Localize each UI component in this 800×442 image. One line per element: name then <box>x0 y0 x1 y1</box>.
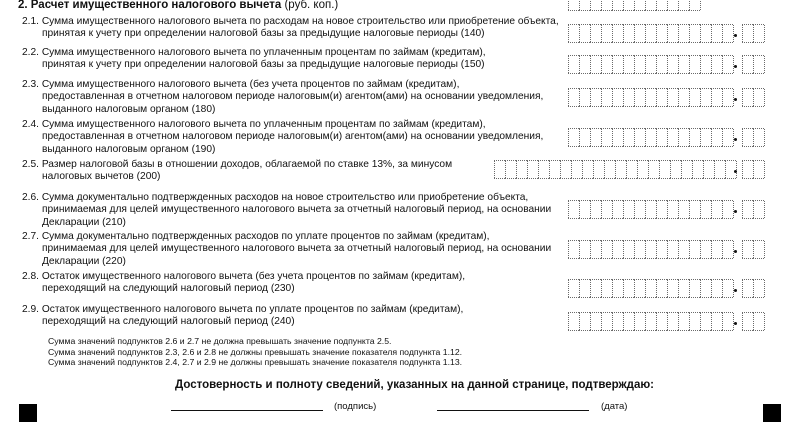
digit-cell[interactable] <box>678 55 689 74</box>
digit-cell[interactable] <box>623 240 634 259</box>
digit-cell[interactable] <box>714 160 725 179</box>
section-title-text: 2. Расчет имущественного налогового вычета <box>18 0 282 11</box>
item-line: 2.7. Сумма документально подтвержденных расходов по уплате процентов по займам (кредитам), <box>22 231 490 242</box>
digit-cell[interactable] <box>623 55 634 74</box>
note-line: Сумма значений подпунктов 2.3, 2.6 и 2.8 не должны превышать значение показателя подпункта 1.12. <box>48 346 463 357</box>
amount-field-kopecks[interactable] <box>742 160 764 179</box>
digit-cell[interactable] <box>516 160 527 179</box>
digit-cell[interactable] <box>753 312 764 331</box>
date-line[interactable] <box>437 410 589 411</box>
amount-field-kopecks[interactable] <box>742 128 764 147</box>
digit-cell[interactable] <box>590 24 601 43</box>
digit-cell[interactable] <box>568 240 579 259</box>
amount-field-rubles[interactable] <box>568 279 733 298</box>
digit-cell[interactable] <box>623 279 634 298</box>
amount-field-rubles[interactable] <box>568 200 733 219</box>
digit-cell[interactable] <box>656 279 667 298</box>
digit-cell[interactable] <box>634 88 645 107</box>
item-line: принимаемая для целей имущественного налогового вычета за отчетный налоговый период, на основании <box>42 204 552 216</box>
digit-cell[interactable] <box>678 200 689 219</box>
digit-cell[interactable] <box>579 24 590 43</box>
signature-line[interactable] <box>171 410 323 411</box>
digit-cell[interactable] <box>634 200 645 219</box>
digit-cell[interactable] <box>645 88 656 107</box>
digit-cell[interactable] <box>753 279 764 298</box>
digit-cell[interactable] <box>678 240 689 259</box>
digit-cell[interactable] <box>656 128 667 147</box>
digit-cell[interactable] <box>656 24 667 43</box>
digit-cell[interactable] <box>742 279 753 298</box>
digit-cell[interactable] <box>689 312 700 331</box>
digit-cell[interactable] <box>681 160 692 179</box>
digit-cell[interactable] <box>711 240 722 259</box>
signature-caption: (подпись) <box>334 401 377 412</box>
amount-field-kopecks[interactable] <box>742 55 764 74</box>
digit-cell[interactable] <box>612 128 623 147</box>
digit-cell[interactable] <box>582 160 593 179</box>
digit-cell[interactable] <box>612 279 623 298</box>
item-2-1 <box>22 16 559 41</box>
digit-cell[interactable] <box>601 55 612 74</box>
item-line: принимаемая для целей имущественного налогового вычета за отчетный налоговый период, на основании <box>42 243 552 255</box>
decimal-dot <box>734 289 737 292</box>
amount-field-kopecks[interactable] <box>742 24 764 43</box>
digit-cell[interactable] <box>667 88 678 107</box>
digit-cell[interactable] <box>645 128 656 147</box>
digit-cell[interactable] <box>571 160 582 179</box>
digit-cell[interactable] <box>568 88 579 107</box>
digit-cell[interactable] <box>623 312 634 331</box>
digit-cell[interactable] <box>656 200 667 219</box>
item-line: Декларации (210) <box>42 216 126 228</box>
digit-cell[interactable] <box>722 128 733 147</box>
digit-cell[interactable] <box>505 160 516 179</box>
digit-cell[interactable] <box>645 24 656 43</box>
digit-cell[interactable] <box>689 128 700 147</box>
digit-cell[interactable] <box>590 200 601 219</box>
digit-cell[interactable] <box>742 200 753 219</box>
item-2-6 <box>22 192 551 229</box>
amount-field-rubles[interactable] <box>568 24 733 43</box>
digit-cell[interactable] <box>689 55 700 74</box>
corner-marker-right <box>763 404 781 422</box>
digit-cell[interactable] <box>645 200 656 219</box>
digit-cell[interactable] <box>612 200 623 219</box>
digit-cell[interactable] <box>579 128 590 147</box>
digit-cell[interactable] <box>593 160 604 179</box>
digit-cell[interactable] <box>623 200 634 219</box>
amount-field-rubles[interactable] <box>568 88 733 107</box>
cell-row <box>742 88 764 107</box>
digit-cell[interactable] <box>568 24 579 43</box>
item-line: выданного налоговым органом (180) <box>42 103 216 115</box>
digit-cell[interactable] <box>742 312 753 331</box>
digit-cell[interactable] <box>711 24 722 43</box>
cell-row <box>742 279 764 298</box>
digit-cell[interactable] <box>753 24 764 43</box>
digit-cell[interactable] <box>656 312 667 331</box>
digit-cell[interactable] <box>656 240 667 259</box>
decimal-dot <box>734 170 737 173</box>
item-2-9 <box>22 304 463 329</box>
digit-cell[interactable] <box>494 160 505 179</box>
item-line: 2.2. Сумма имущественного налогового вычета по уплаченным процентам по займам (кредитам), <box>22 47 486 58</box>
cell-row <box>742 160 764 179</box>
digit-cell[interactable] <box>722 312 733 331</box>
note-line: Сумма значений подпунктов 2.6 и 2.7 не должна превышать значение подпункта 2.5. <box>48 336 392 346</box>
digit-cell[interactable] <box>612 88 623 107</box>
digit-cell[interactable] <box>634 240 645 259</box>
amount-field-rubles[interactable] <box>568 55 733 74</box>
digit-cell[interactable] <box>601 200 612 219</box>
digit-cell[interactable] <box>590 128 601 147</box>
digit-cell[interactable] <box>689 24 700 43</box>
digit-cell[interactable] <box>753 55 764 74</box>
item-line: предоставленная в отчетном налоговом периоде налоговым(и) агентом(ами) на основании уведомления, <box>42 91 544 103</box>
digit-cell[interactable] <box>549 160 560 179</box>
digit-cell[interactable] <box>579 200 590 219</box>
item-2-2 <box>22 47 486 72</box>
digit-cell[interactable] <box>612 0 623 11</box>
item-2-5 <box>22 159 452 184</box>
digit-cell[interactable] <box>722 88 733 107</box>
digit-cell[interactable] <box>742 88 753 107</box>
header-cells <box>568 0 700 11</box>
note-line: Сумма значений подпунктов 2.4, 2.7 и 2.9 не должны превышать значение показателя подпункта 1.13. <box>48 357 463 367</box>
digit-cell[interactable] <box>579 88 590 107</box>
digit-cell[interactable] <box>634 0 645 11</box>
amount-field-kopecks[interactable] <box>742 200 764 219</box>
cell-row <box>568 312 733 331</box>
digit-cell[interactable] <box>742 24 753 43</box>
cell-row <box>568 55 733 74</box>
digit-cell[interactable] <box>615 160 626 179</box>
decimal-dot <box>734 34 737 37</box>
digit-cell[interactable] <box>634 24 645 43</box>
cell-row <box>742 312 764 331</box>
digit-cell[interactable] <box>711 128 722 147</box>
cell-row <box>568 24 733 43</box>
digit-cell[interactable] <box>678 0 689 11</box>
digit-cell[interactable] <box>590 279 601 298</box>
item-2-7 <box>22 231 551 268</box>
digit-cell[interactable] <box>568 279 579 298</box>
digit-cell[interactable] <box>700 312 711 331</box>
item-line: переходящий на следующий налоговый период (240) <box>42 316 295 328</box>
digit-cell[interactable] <box>645 240 656 259</box>
amount-field-kopecks[interactable] <box>742 88 764 107</box>
digit-cell[interactable] <box>711 279 722 298</box>
decimal-dot <box>734 138 737 141</box>
item-line: 2.4. Сумма имущественного налогового вычета по уплаченным процентам по займам (кредитам), <box>22 119 486 130</box>
cell-row <box>742 240 764 259</box>
item-line: налоговых вычетов (200) <box>42 171 161 183</box>
digit-cell[interactable] <box>634 312 645 331</box>
digit-cell[interactable] <box>742 55 753 74</box>
digit-cell[interactable] <box>689 240 700 259</box>
digit-cell[interactable] <box>722 24 733 43</box>
digit-cell[interactable] <box>722 279 733 298</box>
digit-cell[interactable] <box>656 0 667 11</box>
digit-cell[interactable] <box>656 88 667 107</box>
item-line: 2.3. Сумма имущественного налогового вычета (без учета процентов по займам (кредитам), <box>22 79 460 90</box>
digit-cell[interactable] <box>601 88 612 107</box>
digit-cell[interactable] <box>623 24 634 43</box>
digit-cell[interactable] <box>711 88 722 107</box>
date-caption: (дата) <box>601 401 628 412</box>
digit-cell[interactable] <box>670 160 681 179</box>
cell-row <box>742 200 764 219</box>
digit-cell[interactable] <box>678 88 689 107</box>
digit-cell[interactable] <box>568 55 579 74</box>
item-line: 2.8. Остаток имущественного налогового вычета (без учета процентов по займам (кредитам), <box>22 271 466 282</box>
digit-cell[interactable] <box>753 240 764 259</box>
cell-row <box>568 0 700 11</box>
digit-cell[interactable] <box>667 200 678 219</box>
digit-cell[interactable] <box>579 240 590 259</box>
item-line: 2.1. Сумма имущественного налогового вычета по расходам на новое строительство или приобретение объекта, <box>22 16 559 27</box>
digit-cell[interactable] <box>722 55 733 74</box>
digit-cell[interactable] <box>612 55 623 74</box>
digit-cell[interactable] <box>568 200 579 219</box>
digit-cell[interactable] <box>667 24 678 43</box>
digit-cell[interactable] <box>645 312 656 331</box>
item-line: переходящий на следующий налоговый период (230) <box>42 283 295 295</box>
amount-field-rubles[interactable] <box>568 240 733 259</box>
digit-cell[interactable] <box>601 240 612 259</box>
section-unit: (руб. коп.) <box>284 0 339 11</box>
item-line: 2.5. Размер налоговой базы в отношении доходов, облагаемой по ставке 13%, за минусом <box>22 159 453 170</box>
digit-cell[interactable] <box>568 312 579 331</box>
digit-cell[interactable] <box>623 128 634 147</box>
amount-field-rubles[interactable] <box>568 128 733 147</box>
digit-cell[interactable] <box>667 128 678 147</box>
amount-field-kopecks[interactable] <box>742 240 764 259</box>
digit-cell[interactable] <box>590 0 601 11</box>
digit-cell[interactable] <box>601 128 612 147</box>
digit-cell[interactable] <box>612 240 623 259</box>
digit-cell[interactable] <box>678 279 689 298</box>
digit-cell[interactable] <box>667 0 678 11</box>
digit-cell[interactable] <box>579 55 590 74</box>
digit-cell[interactable] <box>700 24 711 43</box>
digit-cell[interactable] <box>568 0 579 11</box>
cell-row <box>742 128 764 147</box>
digit-cell[interactable] <box>689 200 700 219</box>
item-line: предоставленная в отчетном налоговом периоде налоговым(и) агентом(ами) на основании уведомления, <box>42 131 544 143</box>
digit-cell[interactable] <box>579 312 590 331</box>
digit-cell[interactable] <box>645 55 656 74</box>
digit-cell[interactable] <box>667 55 678 74</box>
digit-cell[interactable] <box>700 200 711 219</box>
item-2-8 <box>22 271 465 296</box>
digit-cell[interactable] <box>711 200 722 219</box>
digit-cell[interactable] <box>645 0 656 11</box>
amount-field-kopecks[interactable] <box>742 312 764 331</box>
digit-cell[interactable] <box>612 24 623 43</box>
digit-cell[interactable] <box>648 160 659 179</box>
digit-cell[interactable] <box>667 279 678 298</box>
item-line: выданного налоговым органом (190) <box>42 143 216 155</box>
digit-cell[interactable] <box>753 160 764 179</box>
digit-cell[interactable] <box>703 160 714 179</box>
digit-cell[interactable] <box>678 312 689 331</box>
digit-cell[interactable] <box>637 160 648 179</box>
corner-marker-left <box>19 404 37 422</box>
digit-cell[interactable] <box>604 160 615 179</box>
digit-cell[interactable] <box>753 200 764 219</box>
digit-cell[interactable] <box>753 128 764 147</box>
digit-cell[interactable] <box>667 312 678 331</box>
digit-cell[interactable] <box>527 160 538 179</box>
digit-cell[interactable] <box>722 200 733 219</box>
digit-cell[interactable] <box>689 0 700 11</box>
digit-cell[interactable] <box>656 55 667 74</box>
digit-cell[interactable] <box>742 128 753 147</box>
decimal-dot <box>734 250 737 253</box>
notes <box>48 336 462 368</box>
digit-cell[interactable] <box>590 240 601 259</box>
cell-row <box>742 55 764 74</box>
item-line: 2.9. Остаток имущественного налогового вычета по уплате процентов по займам (кредитам), <box>22 304 464 315</box>
digit-cell[interactable] <box>601 312 612 331</box>
digit-cell[interactable] <box>678 24 689 43</box>
digit-cell[interactable] <box>742 240 753 259</box>
digit-cell[interactable] <box>678 128 689 147</box>
digit-cell[interactable] <box>711 312 722 331</box>
cell-row <box>568 279 733 298</box>
item-line: принятая к учету при определении налоговой базы за предыдущие налоговые периоды (140) <box>42 28 485 40</box>
digit-cell[interactable] <box>700 88 711 107</box>
amount-field-rubles[interactable] <box>568 312 733 331</box>
digit-cell[interactable] <box>711 55 722 74</box>
digit-cell[interactable] <box>692 160 703 179</box>
digit-cell[interactable] <box>538 160 549 179</box>
digit-cell[interactable] <box>634 55 645 74</box>
digit-cell[interactable] <box>722 240 733 259</box>
cell-row <box>568 240 733 259</box>
cell-row <box>742 24 764 43</box>
digit-cell[interactable] <box>667 240 678 259</box>
cell-row <box>568 88 733 107</box>
digit-cell[interactable] <box>590 88 601 107</box>
digit-cell[interactable] <box>659 160 670 179</box>
item-line: 2.6. Сумма документально подтвержденных расходов на новое строительство или приобретение объекта, <box>22 192 529 203</box>
digit-cell[interactable] <box>568 128 579 147</box>
digit-cell[interactable] <box>634 128 645 147</box>
digit-cell[interactable] <box>700 240 711 259</box>
digit-cell[interactable] <box>560 160 571 179</box>
digit-cell[interactable] <box>700 128 711 147</box>
cell-row <box>568 128 733 147</box>
digit-cell[interactable] <box>623 88 634 107</box>
digit-cell[interactable] <box>623 0 634 11</box>
digit-cell[interactable] <box>634 279 645 298</box>
digit-cell[interactable] <box>645 279 656 298</box>
amount-field-rubles[interactable] <box>494 160 736 179</box>
digit-cell[interactable] <box>700 279 711 298</box>
item-line: Декларации (220) <box>42 255 126 267</box>
digit-cell[interactable] <box>590 312 601 331</box>
cell-row <box>494 160 736 179</box>
digit-cell[interactable] <box>601 279 612 298</box>
digit-cell[interactable] <box>626 160 637 179</box>
digit-cell[interactable] <box>612 312 623 331</box>
decimal-dot <box>734 98 737 101</box>
digit-cell[interactable] <box>601 24 612 43</box>
amount-field-kopecks[interactable] <box>742 279 764 298</box>
decimal-dot <box>734 210 737 213</box>
digit-cell[interactable] <box>579 279 590 298</box>
digit-cell[interactable] <box>579 0 590 11</box>
digit-cell[interactable] <box>590 55 601 74</box>
digit-cell[interactable] <box>601 0 612 11</box>
digit-cell[interactable] <box>689 88 700 107</box>
item-2-3 <box>22 79 543 116</box>
section-title <box>18 0 338 11</box>
confirmation-text: Достоверность и полноту сведений, указанных на данной странице, подтверждаю: <box>175 379 655 391</box>
digit-cell[interactable] <box>700 55 711 74</box>
cell-row <box>568 200 733 219</box>
digit-cell[interactable] <box>742 160 753 179</box>
item-2-4 <box>22 119 543 156</box>
decimal-dot <box>734 322 737 325</box>
digit-cell[interactable] <box>753 88 764 107</box>
digit-cell[interactable] <box>689 279 700 298</box>
decimal-dot <box>734 65 737 68</box>
item-line: принятая к учету при определении налоговой базы за предыдущие налоговые периоды (150) <box>42 59 485 71</box>
